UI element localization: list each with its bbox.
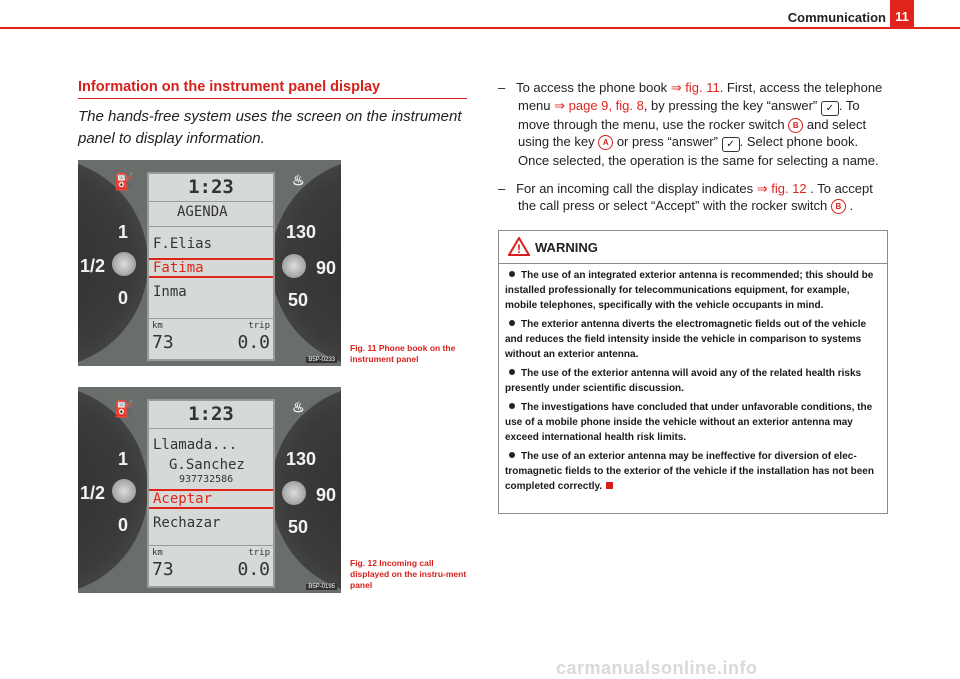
gauge-label: 50	[288, 290, 309, 310]
header-rule	[0, 27, 960, 29]
rocker-switch-badge: B	[788, 118, 803, 133]
gauge-knob	[282, 481, 306, 505]
figure-12-caption: Fig. 12 Incoming call displayed on the instru-ment panel	[350, 558, 467, 590]
warning-item: The investigations have concluded that under unfavorable conditions, the use of a mobile phone inside the vehicle without an exterior antenna may exceed international health risk limits.	[505, 402, 873, 443]
fuel-icon: ⛽	[114, 174, 134, 191]
display-line: Llamada...	[153, 437, 238, 453]
display-time: 1:23	[188, 176, 234, 198]
section-intro: The hands-free system uses the screen on the instrument panel to display information.	[78, 108, 462, 147]
bullet-icon	[509, 452, 515, 458]
display-trip-value: 0.0	[237, 332, 270, 353]
display-selected-line: Fatima	[149, 258, 273, 278]
gauge-label: 1	[118, 222, 129, 242]
rocker-switch-badge: B	[831, 199, 846, 214]
gauge-label: 90	[316, 485, 337, 505]
figure-link[interactable]: ⇒ fig. 11	[670, 80, 720, 95]
warning-item: The exterior antenna diverts the electromagnetic fields out of the vehicle and reduces the field intensity inside the vehicle in comparison to systems without an exterior antenna.	[505, 319, 867, 360]
display-line: AGENDA	[177, 204, 228, 220]
bullet-icon	[509, 403, 515, 409]
section-rule	[78, 98, 467, 99]
phone-answer-icon: ✓	[722, 137, 740, 152]
svg-text:!: !	[517, 242, 521, 256]
page-number: 11	[890, 0, 914, 29]
gauge-knob	[112, 252, 136, 276]
bullet-icon	[509, 271, 515, 277]
display-km-value: 73	[152, 559, 174, 580]
watermark: carmanualsonline.info	[556, 658, 758, 678]
figure-11-caption: Fig. 11 Phone book on the instrument panel	[350, 343, 456, 364]
bullet-icon	[509, 320, 515, 326]
display-line: Inma	[153, 284, 187, 300]
display-trip-label: trip	[248, 548, 270, 558]
display-line: F.Elias	[153, 236, 213, 252]
step-item: – For an incoming call the display indicates ⇒ fig. 12 . To accept the call press or select “Accept” with the rocker switch B .	[498, 180, 873, 213]
display-trip-value: 0.0	[237, 559, 270, 580]
warning-header	[499, 231, 887, 264]
bullet-icon	[509, 369, 515, 375]
warning-item: The use of the exterior antenna will avoid any of the related health risks presently under scientific discussion.	[505, 368, 862, 394]
instrument-display	[147, 172, 275, 361]
gauge-label: 1	[118, 449, 129, 469]
gauge-label: 50	[288, 517, 309, 537]
display-line: G.Sanchez	[169, 457, 245, 473]
figure-link[interactable]: ⇒ fig. 12	[756, 180, 807, 196]
gauge-label: 1/2	[80, 483, 106, 503]
phone-answer-icon: ✓	[821, 101, 839, 116]
display-line: 937732586	[179, 474, 234, 485]
figure-11-photo	[78, 160, 341, 366]
gauge-label: 90	[316, 258, 337, 278]
warning-item: The use of an integrated exterior antenna is recommended; this should be installed professionally for telecommunications equipment, for example, mobile telephones, specifically with the vehicle occupants in mind.	[505, 270, 874, 311]
display-km-label: km	[152, 548, 163, 558]
gauge-knob	[282, 254, 306, 278]
warning-box	[498, 230, 888, 514]
gauge-label: 130	[286, 222, 317, 242]
display-line: Rechazar	[153, 515, 221, 531]
fuel-icon: ⛽	[114, 401, 134, 418]
display-km-label: km	[152, 321, 163, 331]
photo-code: B5P-0195	[308, 584, 335, 590]
display-km-value: 73	[152, 332, 174, 353]
step-item: – To access the phone book ⇒ fig. 11. First, access the telephone menu ⇒ page 9, fig. 8, by pressing the key “answer” ✓ . To move through the menu, use the rocker switch B and select using the key A or press “answer” ✓ . Select phone book. Once selected, the operation is the same for selecting a name.	[498, 80, 883, 168]
gauge-knob	[112, 479, 136, 503]
instrument-display	[147, 399, 275, 588]
display-selected-line: Aceptar	[149, 489, 273, 509]
warning-title: WARNING	[535, 240, 598, 255]
warning-item: The use of an exterior antenna may be ineffective for diversion of elec-tromagnetic fields to the exterior of the vehicle if the installation has not been completed correctly.	[505, 451, 874, 492]
gauge-label: 130	[286, 449, 317, 469]
steps-column	[498, 79, 888, 225]
gauge-label: 0	[118, 515, 129, 535]
warning-triangle-icon	[508, 237, 530, 256]
display-time: 1:23	[188, 403, 234, 425]
gauge-label: 1/2	[80, 256, 106, 276]
temperature-icon: ♨	[292, 399, 305, 415]
end-square-icon	[606, 482, 613, 489]
warning-body	[499, 264, 887, 494]
figure-12-photo	[78, 387, 341, 593]
gauge-label: 0	[118, 288, 129, 308]
running-header-title: Communication	[787, 10, 886, 25]
temperature-icon: ♨	[292, 172, 305, 188]
key-badge: A	[598, 135, 613, 150]
display-trip-label: trip	[248, 321, 270, 331]
section-title: Information on the instrument panel display	[78, 79, 381, 95]
page-link[interactable]: ⇒ page 9, fig. 8	[554, 97, 644, 113]
photo-code: B5P-0233	[308, 357, 335, 363]
